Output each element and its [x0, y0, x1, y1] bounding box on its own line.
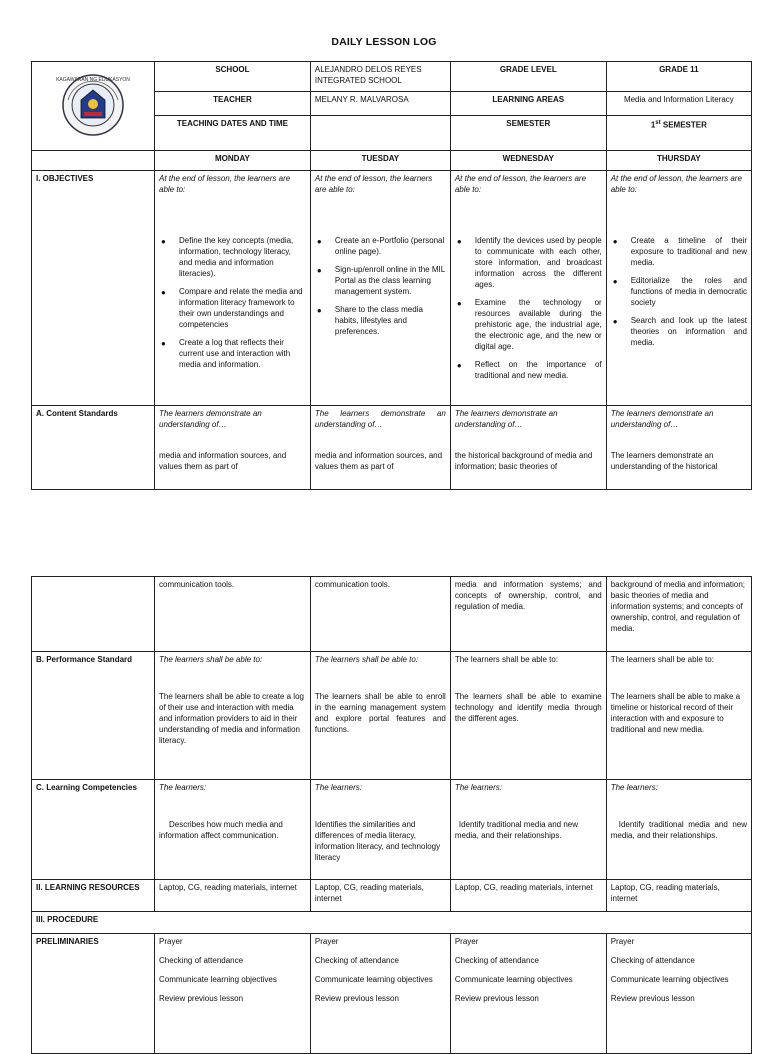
content-standards-cont-row: communication tools. communication tools. media and information systems; and concepts of ownership, control, and regulation of media. background of media and information; basic theories of media and information systems; and concepts of ownership, control, and regulation of media. — [32, 577, 752, 652]
semester-value: 1st SEMESTER — [606, 116, 751, 151]
objectives-wednesday: At the end of lesson, the learners are able to: ● Identify the devices used by people to communicate with each other, store information, and broadcast information across the different ages. ● Examine the technology or resources available during the prehistoric age, the industrial age, the electronic age, and the new or digital age. ● Reflect on the importance of traditional and new media. — [450, 171, 606, 406]
list-item: ● Create a log that reflects their current use and interaction with media and information. — [161, 338, 291, 369]
performance-standard-label: B. Performance Standard — [32, 652, 155, 780]
learning-competencies-row: C. Learning Competencies The learners: Describes how much media and information affect communication. The learners: Identifies the similarities and differences of media literacy, information literacy, and technology literacy The learners: Identify traditional media and new media, and their relationships. The learners: Identify traditional media and new media, and their relationships. — [32, 780, 752, 880]
list-item: ● Editorialize the roles and functions of media in democratic society — [612, 276, 747, 307]
content-standards-row: A. Content Standards The learners demonstrate an understanding of… media and information sources, and values them as part of The learners demonstrate an understanding of… media and information sources, and values them as part of The learners demonstrate an understanding of… the historical background of media and information; basic theories of The learners demonstrate an understanding of… The learners demonstrate an understanding of the historical — [32, 406, 752, 490]
logo-cell — [32, 62, 155, 151]
teaching-dates-label: TEACHING DATES AND TIME — [155, 116, 311, 151]
list-item: ● Define the key concepts (media, information, technology literacy, and media and information literacies). — [161, 236, 294, 278]
grade-level-label: GRADE LEVEL — [450, 62, 606, 92]
semester-label: SEMESTER — [450, 116, 606, 151]
day-wednesday: WEDNESDAY — [450, 151, 606, 171]
objectives-thursday: At the end of lesson, the learners are able to: ● Create a timeline of their exposure to traditional and new media. ● Editorialize the roles and functions of media in democratic society ● Search and look up the latest theories on information and media. — [606, 171, 751, 406]
teacher-label: TEACHER — [155, 92, 311, 116]
lesson-log-table-page1 — [31, 61, 752, 490]
learning-resources-row: II. LEARNING RESOURCES Laptop, CG, reading materials, internet Laptop, CG, reading materials, internet Laptop, CG, reading materials, internet Laptop, CG, reading materials, internet — [32, 880, 752, 912]
preliminaries-row: PRELIMINARIES Prayer Checking of attendance Communicate learning objectives Review previous lesson Prayer Checking of attendance Communicate learning objectives Review previous lesson Prayer Checking of attendance Communicate learning objectives Review previous lesson Prayer Checking of attendance Communicate learning objectives Review previous lesson — [32, 934, 752, 1054]
list-item: ● Search and look up the latest theories on information and media. — [612, 316, 747, 347]
learning-areas-label: LEARNING AREAS — [450, 92, 606, 116]
list-item: ● Compare and relate the media and information literacy framework to their own understandings and competencies — [161, 287, 303, 329]
objectives-monday: At the end of lesson, the learners are able to: ● Define the key concepts (media, information, technology literacy, and media and information literacies). ● Compare and relate the media and information literacy framework to their own understandings and competencies ● Create a log that reflects their current use and interaction with media and information. — [155, 171, 311, 406]
performance-standard-row: B. Performance Standard The learners shall be able to: The learners shall be able to create a log of their use and interaction with media and information providers to aid in their understanding of media and information literacy. The learners shall be able to: The learners shall be able to enroll in the earning management system and explore portal features and functions. The learners shall be able to: The learners shall be able to examine technology and identify media through the different ages. The learners shall be able to: The learners shall be able to make a timeline or historical record of their interaction with and exposure to traditional and new media. — [32, 652, 752, 780]
list-item: ● Share to the class media habits, lifestyles and preferences. — [316, 305, 423, 336]
objectives-label: I. OBJECTIVES — [32, 171, 155, 406]
objectives-tuesday: At the end of lesson, the learners are able to: ● Create an e-Portfolio (personal online page). ● Sign-up/enroll online in the MIL Portal as the class learning management system. ● Share to the class media habits, lifestyles and preferences. — [310, 171, 450, 406]
learning-resources-label: II. LEARNING RESOURCES — [32, 880, 155, 912]
deped-seal-icon — [48, 70, 138, 140]
procedure-label: III. PROCEDURE — [32, 912, 752, 934]
preliminaries-label: PRELIMINARIES — [32, 934, 155, 1054]
list-item: ● Create an e-Portfolio (personal online page). — [316, 236, 445, 256]
grade-level-value: GRADE 11 — [606, 62, 751, 92]
list-item: ● Sign-up/enroll online in the MIL Portal as the class learning management system. — [316, 265, 445, 296]
school-value: ALEJANDRO DELOS REYES INTEGRATED SCHOOL — [310, 62, 450, 92]
day-tuesday: TUESDAY — [310, 151, 450, 171]
day-monday: MONDAY — [155, 151, 311, 171]
teaching-dates-value — [310, 116, 450, 151]
learning-areas-value: Media and Information Literacy — [606, 92, 751, 116]
teacher-value: MELANY R. MALVAROSA — [310, 92, 450, 116]
day-thursday: THURSDAY — [606, 151, 751, 171]
content-standards-label: A. Content Standards — [32, 406, 155, 490]
list-item: ● Reflect on the importance of traditional and new media. — [456, 360, 602, 380]
list-item: ● Create a timeline of their exposure to traditional and new media. — [612, 236, 747, 267]
learning-competencies-label: C. Learning Competencies — [32, 780, 155, 880]
svg-text:KAGAWARAN NG EDUKASYON: KAGAWARAN NG EDUKASYON — [56, 77, 130, 83]
page-title: DAILY LESSON LOG — [331, 36, 437, 48]
list-item: ● Identify the devices used by people to communicate with each other, store information, and broadcast information across the different ages. — [456, 236, 602, 289]
procedure-row — [32, 912, 752, 934]
lesson-log-table-page2 — [31, 576, 752, 1054]
list-item: ● Examine the technology or resources available during the prehistoric age, the industrial age, the electronic age, and the new or digital age. — [456, 298, 602, 351]
school-label: SCHOOL — [155, 62, 311, 92]
objectives-row — [32, 171, 752, 406]
